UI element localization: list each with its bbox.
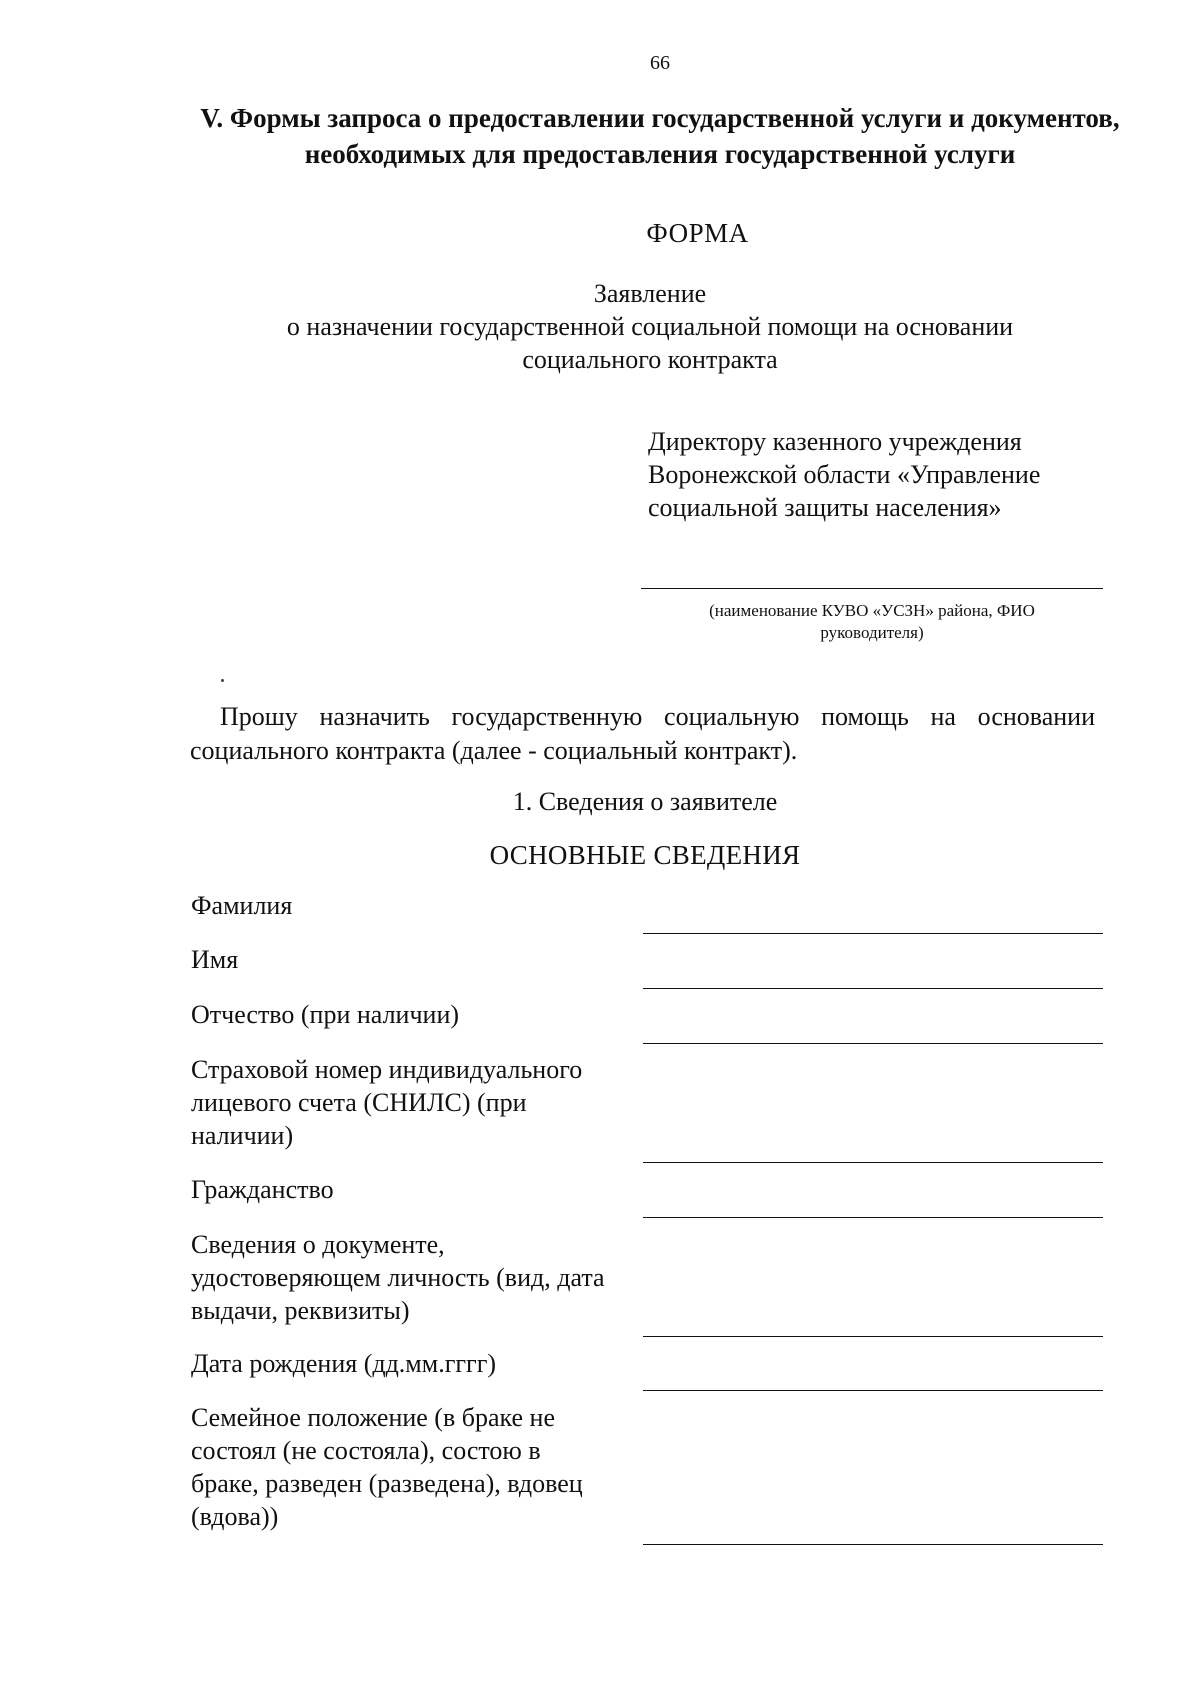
- addressee-line-text: социальной защиты населения»: [648, 493, 1002, 522]
- statement-title-line: социального контракта: [522, 345, 778, 374]
- field-line-surname[interactable]: [643, 933, 1103, 934]
- form-label: ФОРМА: [646, 218, 749, 248]
- subsection-title: 1. Сведения о заявителе: [512, 787, 778, 816]
- field-line-patronymic[interactable]: [643, 1043, 1103, 1044]
- field-label-surname: Фамилия: [191, 891, 293, 920]
- field-label-snils: Страховой номер индивидуального лицевого счета (СНИЛС) (при наличии): [191, 1055, 583, 1150]
- field-line-citizenship[interactable]: [643, 1217, 1103, 1218]
- field-line-birth-date[interactable]: [643, 1390, 1103, 1391]
- main-info-heading: ОСНОВНЫЕ СВЕДЕНИЯ: [489, 840, 801, 870]
- request-text: Прошу назначить государственную социальную помощь на основании социального контракта (далее - социальный контракт).: [190, 702, 1095, 765]
- statement-title: [150, 277, 1150, 376]
- field-label-name: Имя: [191, 945, 239, 974]
- field-label-marital-status: Семейное положение (в браке не состоял (не состояла), состою в браке, разведен (разведена), вдовец (вдова)): [191, 1403, 583, 1531]
- field-label-citizenship: Гражданство: [191, 1175, 334, 1204]
- statement-title-line: Заявление: [593, 279, 707, 308]
- section-title: V. Формы запроса о предоставлении государственной услуги и документов, необходимых для предоставления государственной услуги: [200, 103, 1120, 169]
- page-number: 66: [650, 52, 670, 74]
- field-line-name[interactable]: [643, 988, 1103, 989]
- addressee-block: [648, 425, 1168, 524]
- field-label-patronymic: Отчество (при наличии): [191, 1000, 460, 1029]
- field-line-identity-document[interactable]: [643, 1336, 1103, 1337]
- addressee-line-text: Директору казенного учреждения: [648, 427, 1022, 456]
- addressee-caption: [641, 600, 1103, 644]
- addressee-caption-line: (наименование КУВО «УСЗН» района, ФИО: [709, 601, 1035, 620]
- addressee-caption-line: руководителя): [820, 623, 924, 642]
- field-label-identity-document: Сведения о документе, удостоверяющем личность (вид, дата выдачи, реквизиты): [191, 1230, 605, 1325]
- addressee-line-text: Воронежской области «Управление: [648, 460, 1041, 489]
- addressee-input-line[interactable]: [641, 588, 1103, 589]
- field-label-birth-date: Дата рождения (дд.мм.гггг): [191, 1349, 497, 1378]
- scan-speck: [221, 679, 224, 682]
- field-line-snils[interactable]: [643, 1162, 1103, 1163]
- field-line-marital-status[interactable]: [643, 1544, 1103, 1545]
- statement-title-line: о назначении государственной социальной помощи на основании: [286, 312, 1014, 341]
